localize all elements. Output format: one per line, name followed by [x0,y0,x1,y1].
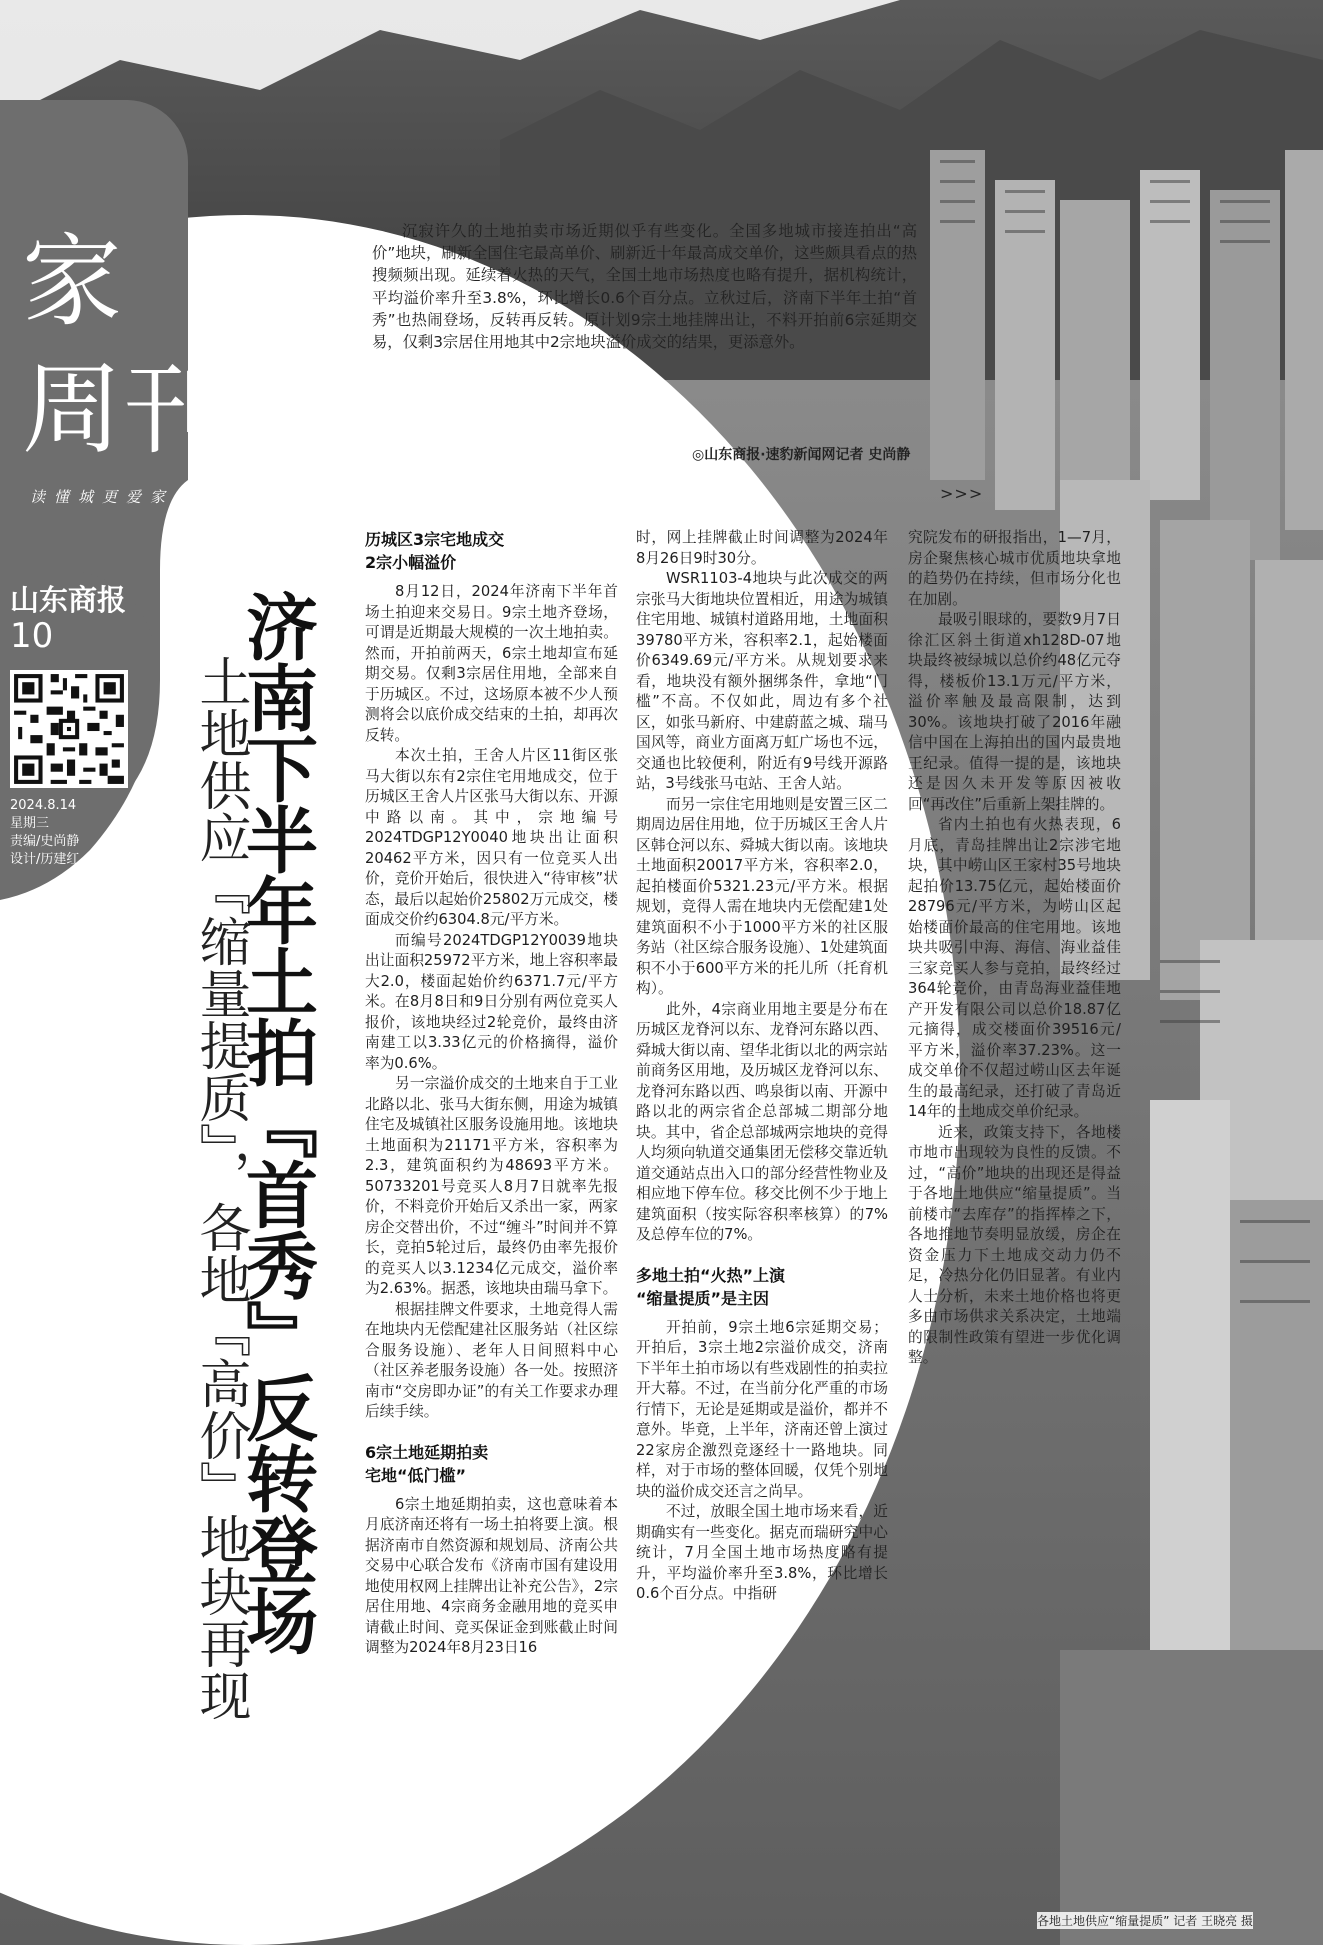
paragraph: 最吸引眼球的，要数9月7日徐汇区斜土街道xh128D-07地块最终被绿城以总价约48亿元夺得，楼板价13.1万元/平方米，溢价率触及最高限制，达到30%。该地块打破了2016年融信中国在上海拍出的国内最贵地王纪录。值得一提的是，该地块还是因久未开发等原因被收回“再改住”后重新上架挂牌的。 [908,611,1121,813]
paragraph: 时，网上挂牌截止时间调整为2024年8月26日9时30分。 [636,529,888,567]
qr-code-icon[interactable] [10,670,128,788]
lead-paragraph: 沉寂许久的土地拍卖市场近期似乎有些变化。全国多地城市接连拍出“高价”地块，刷新全国住宅最高单价、刷新近十年最高成交单价，这些颇具看点的热搜频频出现。延续着火热的天气，全国土地市场热度也略有提升，据机构统计，平均溢价率升至3.8%，环比增长0.6个百分点。立秋过后，济南下半年土拍“首秀”也热闹登场，反转再反转。原计划9宗土地挂牌出让，不料开拍前6宗延期交易，仅剩3宗居住用地其中2宗地块溢价成交的结果，更添意外。 [372,222,917,352]
main-headline: 济南下半年土拍『首秀』反转登场 [234,590,319,1655]
issue-weekday: 星期三 [10,816,50,831]
paragraph: 本次土拍，王舍人片区11街区张马大街以东有2宗住宅用地成交，位于历城区王舍人片区张马大街以东、开源中路以南。其中，宗地编号2024TDGP12Y0040地块出让面积20462平方米，因只有一位竞买人出价，竞价开始后，很快进入“待审核”状态，最后以起始价25802万元成交，楼面成交价约6304.8元/平方米。 [365,747,618,928]
photo-caption: 各地土地供应“缩量提质” 记者 王晓亮 摄 [1037,1914,1253,1928]
page-number: 10 [10,616,54,656]
article-column-2 [636,528,888,1605]
paragraph: 不过，放眼全国土地市场来看，近期确实有一些变化。据克而瑞研究中心统计，7月全国土地市场热度略有提升，平均溢价率升至3.8%，环比增长0.6个百分点。中指研 [636,1503,888,1602]
section-heading-2-line2: 宅地“低门槛” [365,1465,467,1485]
section-heading-1-line2: 2宗小幅溢价 [365,553,457,572]
section-heading-2-line1: 6宗土地延期拍卖 [365,1442,489,1462]
brand-slogan: 读懂城更爱家 [30,488,175,506]
paragraph: 另一宗溢价成交的土地来自于工业北路以北、张马大街东侧，用途为城镇住宅及城镇社区服务设施用地。该地块土地面积为21171平方米，容积率为2.3，建筑面积约为48693平方米。50733201号竞买人8月7日就率先报价，不料竞价开始后又杀出一家，两家房企交替出价，不过“缠斗”时间并不算长，竞拍5轮过后，最终仍由率先报价的竞买人以3.1234亿元成交，溢价率为2.63%。据悉，该地块由瑞马拿下。 [365,1075,618,1297]
paragraph: 近来，政策支持下，各地楼市地市出现较为良性的反馈。不过，“高价”地块的出现还是得益于各地土地供应“缩量提质”。当前楼市“去库存”的指挥棒之下，各地推地节奏明显放缓，房企在资金压力下土地成交动力仍不足，冷热分化仍旧显著。有业内人士分析，未来土地价格也将更多由市场供求关系决定，土地端的限制性政策有望进一步优化调整。 [908,1123,1121,1366]
paragraph: WSR1103-4地块与此次成交的两宗张马大街地块位置相近，用途为城镇住宅用地、城镇村道路用地，土地面积39780平方米，容积率2.1，起始楼面价6349.69元/平方米。从规划要求来看，地块没有额外捆绑条件，拿地“门槛”不高。不仅如此，周边有多个社区，如张马新府、中建蔚蓝之城、瑞马国风等，商业方面离万虹广场也不远，交通也比较便利，附近有9号线开源路站，3号线张马屯站、王舍人站。 [636,570,888,792]
paragraph: 而编号2024TDGP12Y0039地块出让面积25972平方米，地上容积率最大2.0，楼面起始价约6371.7元/平方米。在8月8日和9日分别有两位竞买人报价，该地块经过2轮竞价，最终由济南建工以3.33亿元的价格摘得，溢价率为0.6%。 [365,931,618,1072]
paragraph: 8月12日，2024年济南下半年首场土拍迎来交易日。9宗土地齐登场，可谓是近期最大规模的一次土地拍卖。然而，开拍前两天，6宗土地却宣布延期交易。仅剩3宗居住用地，全部来自于历城区。不过，这场原本被不少人预测将会以底价成交结束的土拍，却再次反转。 [365,583,618,744]
section-heading-3-line2: “缩量提质”是主因 [636,1288,770,1308]
newspaper-name: 山东商报 [10,583,127,617]
sub-headline: 土地供应『缩量提质』，各地『高价』地块再现 [190,655,250,1721]
article-column-1 [365,528,618,1659]
paragraph: 开拍前，9宗土地6宗延期交易；开拍后，3宗土地2宗溢价成交，济南下半年土拍市场以有些戏剧性的拍卖拉开大幕。不过，在当前分化严重的市场行情下，无论是延期或是溢价，都并不意外。毕竟，上半年，济南还曾上演过22家房企激烈竞逐经十一路地块。同样，对于市场的整体回暖，仅凭个别地块的溢价成交还言之尚早。 [636,1318,888,1500]
paragraph: 究院发布的研报指出，1—7月，房企聚焦核心城市优质地块拿地的趋势仍在持续，但市场分化也在加剧。 [908,529,1121,608]
paragraph: 6宗土地延期拍卖，这也意味着本月底济南还将有一场土拍将要上演。根据济南市自然资源和规划局、济南公共交易中心联合发布《济南市国有建设用地使用权网上挂牌出让补充公告》，2宗居住用地、4宗商务金融用地的竞买申请截止时间、竞买保证金到账截止时间调整为2024年8月23日16 [365,1495,618,1656]
issue-date: 2024.8.14 [10,798,77,813]
brand-jia: 家 [22,223,124,340]
paragraph: 此外，4宗商业用地主要是分布在历城区龙脊河以东、龙脊河东路以西、舜城大街以南、望华北街以北的两宗站前商务区用地，及历城区龙脊河以东、龙脊河东路以西、鸣泉街以南、开源中路以北的两宗省企总部城二期部分地块。其中，省企总部城两宗地块的竞得人均须向轨道交通集团无偿移交靠近轨道交通站点出入口的部分经营性物业及相应地下停车位。移交比例不少于地上建筑面积（按实际容积率核算）的7%及总停车位的7%。 [636,1000,888,1243]
designer-credit: 设计/历建红 [10,852,80,867]
paragraph: 根据挂牌文件要求，土地竞得人需在地块内无偿配建社区服务站（社区综合服务设施）、老年人日间照料中心（社区养老服务设施）各一处。按照济南市“交房即办证”的有关工作要求办理后续手续。 [365,1300,618,1420]
paragraph: 省内土拍也有火热表现，6月底，青岛挂牌出让2宗涉宅地块，其中崂山区王家村35号地块起拍价13.75亿元，起始楼面价28796元/平方米，为崂山区起始楼面价最高的住宅用地。该地块共吸引中海、海信、海业益佳三家竞买人参与竞拍，最终经过364轮竞价，由青岛海业益佳地产开发有限公司以总价18.87亿元摘得，成交楼面价39516元/平方米，溢价率37.23%。这一成交单价不仅超过崂山区去年诞生的最高纪录，还打破了青岛近14年的土地成交单价纪录。 [908,816,1121,1120]
paragraph: 而另一宗住宅用地则是安置三区二期周边居住用地，位于历城区王舍人片区韩仓河以东、舜城大街以南。该地块土地面积20017平方米，容积率2.0，起拍楼面价5321.23元/平方米。根据规划，竞得人需在地块内无偿配建1处建筑面积不小于1000平方米的社区服务站（社区综合服务设施）、1处建筑面积不小于600平方米的托儿所（托育机构）。 [636,795,888,997]
byline: ◎山东商报·速豹新闻网记者 史尚静 [692,447,911,463]
continue-arrows: >>> [940,484,984,503]
article-column-3 [908,528,1121,1369]
editor-credit: 责编/史尚静 [10,834,80,849]
brand-zhoukan: 周刊 [22,351,226,468]
section-heading-3-line1: 多地土拍“火热”上演 [636,1265,786,1285]
section-heading-1-line1: 历城区3宗宅地成交 [365,530,505,549]
